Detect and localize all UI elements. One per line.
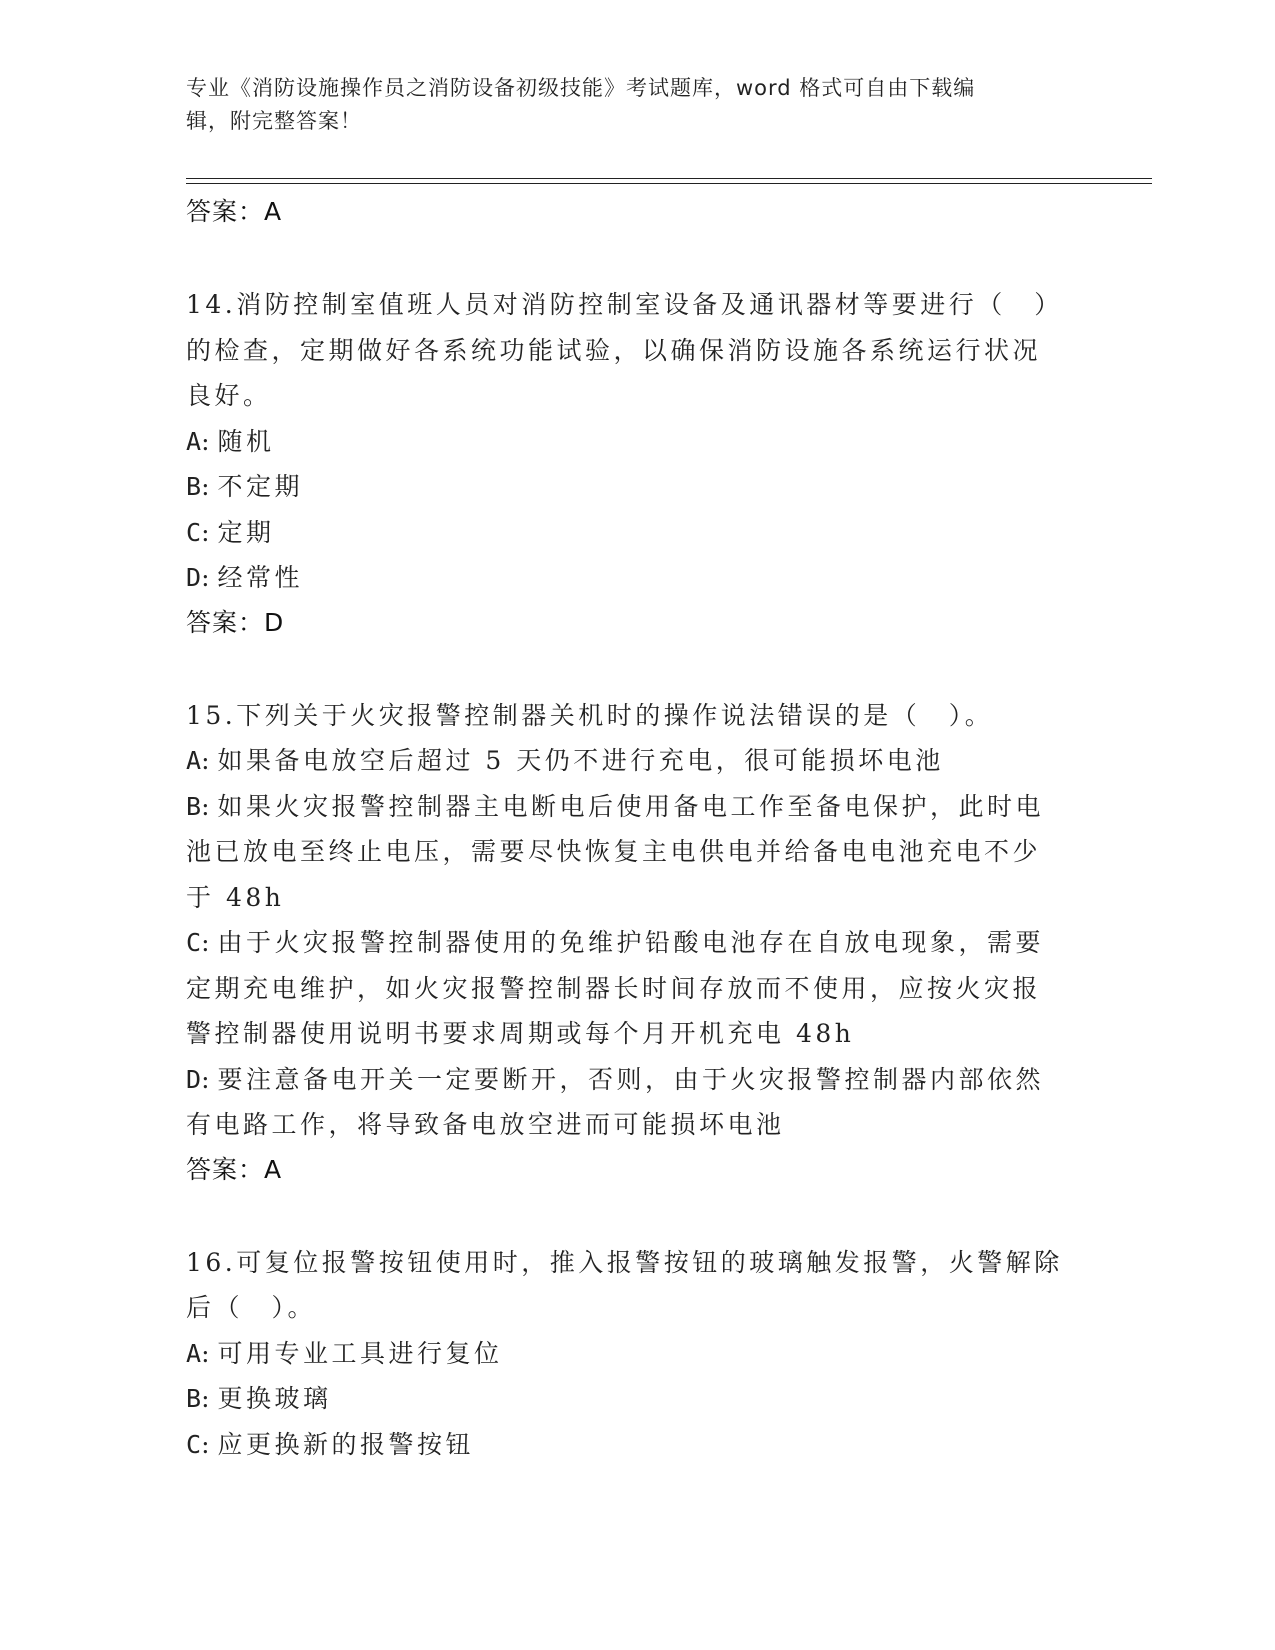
header-line-2: 辑，附完整答案！ <box>186 109 362 133</box>
question-14-option-c: C: 定期 <box>186 517 275 547</box>
question-14-option-b: B: 不定期 <box>186 472 303 501</box>
question-15-option-d: D: 要注意备电开关一定要断开，否则，由于火灾报警控制器内部依然 <box>186 1064 1044 1094</box>
header-rule-bottom <box>186 183 1152 184</box>
question-16-option-a: A: 可用专业工具进行复位 <box>186 1338 503 1368</box>
question-16-option-c: C: 应更换新的报警按钮 <box>186 1429 474 1459</box>
question-14-line: 14.消防控制室值班人员对消防控制室设备及通讯器材等要进行（ ） <box>186 290 1063 319</box>
question-15-option-b-cont: 于 48h <box>186 882 285 912</box>
document-header <box>186 72 1066 138</box>
question-15-option-c: C: 由于火灾报警控制器使用的免维护铅酸电池存在自放电现象，需要 <box>186 928 1044 957</box>
question-16-option-b: B: 更换玻璃 <box>186 1384 332 1413</box>
question-14-line: 良好。 <box>186 381 272 410</box>
question-15 <box>186 693 1086 1192</box>
header-rule-top <box>186 178 1152 179</box>
question-15-option-a: A: 如果备电放空后超过 5 天仍不进行充电，很可能损坏电池 <box>186 746 944 775</box>
question-15-answer: 答案：A <box>186 1154 283 1184</box>
question-list <box>186 190 1086 1467</box>
question-15-line: 15.下列关于火灾报警控制器关机时的操作说法错误的是（ ）。 <box>186 700 994 730</box>
question-16 <box>186 1240 1086 1468</box>
question-16-line: 16.可复位报警按钮使用时，推入报警按钮的玻璃触发报警，火警解除 <box>186 1247 1063 1277</box>
question-15-option-c-cont: 定期充电维护，如火灾报警控制器长时间存放而不使用，应按火灾报 <box>186 973 1042 1003</box>
question-14-line: 的检查，定期做好各系统功能试验，以确保消防设施各系统运行状况 <box>186 335 1042 365</box>
question-14-answer: 答案：D <box>186 607 285 637</box>
question-15-option-b: B: 如果火灾报警控制器主电断电后使用备电工作至备电保护，此时电 <box>186 791 1044 821</box>
answer-previous: 答案：A <box>186 197 283 226</box>
question-15-option-b-cont: 池已放电至终止电压，需要尽快恢复主电供电并给备电电池充电不少 <box>186 837 1042 866</box>
question-15-option-c-cont: 警控制器使用说明书要求周期或每个月开机充电 48h <box>186 1019 855 1048</box>
question-15-option-d-cont: 有电路工作，将导致备电放空进而可能损坏电池 <box>186 1110 785 1139</box>
question-14-option-d: D: 经常性 <box>186 563 303 592</box>
question-16-line: 后（ ）。 <box>186 1293 317 1322</box>
header-line-1: 专业《消防设施操作员之消防设备初级技能》考试题库，word 格式可自由下载编 <box>186 76 976 100</box>
question-14-option-a: A: 随机 <box>186 426 275 456</box>
question-14 <box>186 282 1086 645</box>
